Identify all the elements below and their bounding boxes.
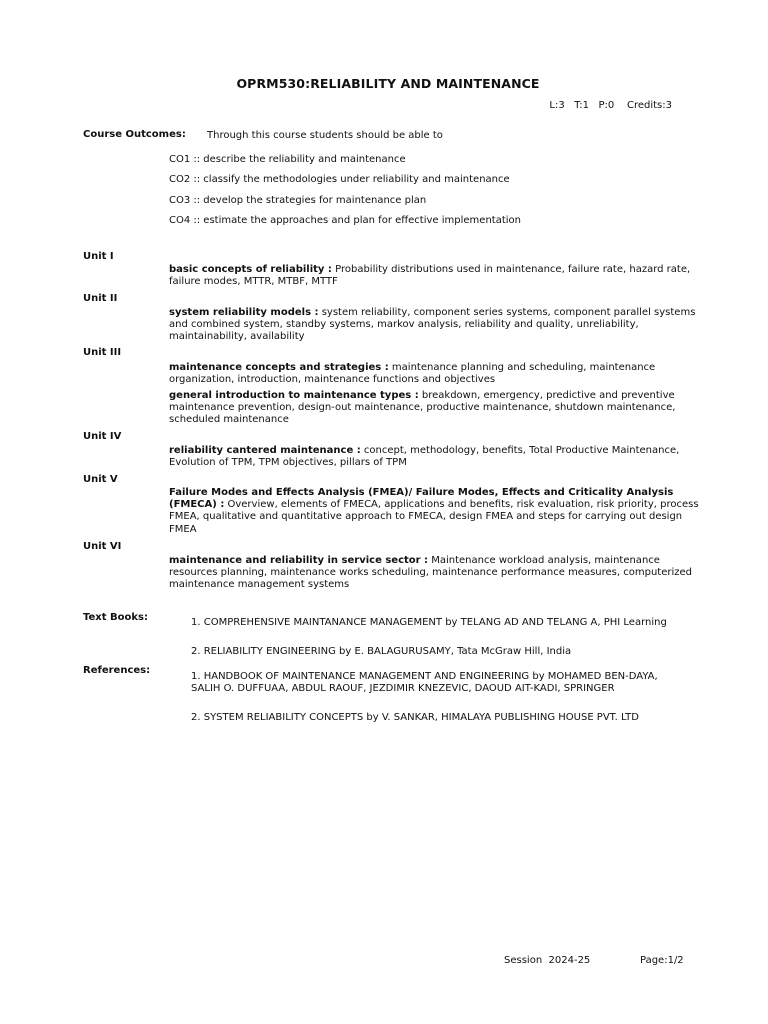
- unit-topic-heading: system reliability models :: [169, 307, 319, 318]
- unit-topic: [169, 487, 709, 536]
- unit-topic-heading: general introduction to maintenance types :: [169, 390, 419, 401]
- course-outcomes-label: Course Outcomes:: [83, 129, 186, 140]
- course-outcome-item: CO2 :: classify the methodologies under reliability and maintenance: [169, 174, 510, 185]
- course-outcome-item: CO1 :: describe the reliability and maintenance: [169, 154, 406, 165]
- unit-topic: [169, 390, 709, 427]
- unit-topic-heading: basic concepts of reliability :: [169, 264, 332, 275]
- unit-topic: [169, 555, 709, 592]
- unit-topic-content: maintenance planning and scheduling, maintenance organization, introduction, maintenance functions and objectives: [169, 362, 656, 386]
- unit-label: Unit I: [83, 251, 114, 262]
- page-number: Page:1/2: [640, 955, 684, 966]
- unit-label: Unit V: [83, 474, 118, 485]
- unit-label: Unit VI: [83, 541, 122, 552]
- reference-item: 1. HANDBOOK OF MAINTENANCE MANAGEMENT AND ENGINEERING by MOHAMED BEN-DAYA, SALIH O. DUFFUAA, ABDUL RAOUF, JEZDIMIR KNEZEVIC, DAOUD AIT-KADI, SPRINGER: [191, 671, 658, 695]
- unit-label: Unit II: [83, 293, 118, 304]
- unit-topic-heading: Failure Modes and Effects Analysis (FMEA)/ Failure Modes, Effects and Criticality Analysis (FMECA) :: [169, 487, 674, 511]
- credits-line: L:3 T:1 P:0 Credits:3: [549, 100, 672, 111]
- unit-topic-content: Overview, elements of FMECA, applications and benefits, risk evaluation, risk priority, process FMEA, qualitative and quantitative approach to FMECA, design FMEA and steps for carrying out design FMEA: [169, 499, 699, 535]
- unit-topic: [169, 445, 709, 469]
- unit-topic: [169, 264, 709, 288]
- text-books-label: Text Books:: [83, 612, 148, 623]
- course-outcomes-intro: Through this course students should be able to: [207, 130, 443, 141]
- unit-topic-content: Maintenance workload analysis, maintenance resources planning, maintenance works scheduling, maintenance performance measures, computerized maintenance management systems: [169, 555, 693, 591]
- reference-item: 2. SYSTEM RELIABILITY CONCEPTS by V. SANKAR, HIMALAYA PUBLISHING HOUSE PVT. LTD: [191, 712, 639, 723]
- text-book-item: 1. COMPREHENSIVE MAINTANANCE MANAGEMENT by TELANG AD AND TELANG A, PHI Learning: [191, 617, 667, 628]
- unit-topic-heading: reliability cantered maintenance :: [169, 445, 361, 456]
- unit-topic: [169, 307, 709, 344]
- course-outcome-item: CO3 :: develop the strategies for maintenance plan: [169, 195, 427, 206]
- unit-label: Unit IV: [83, 431, 122, 442]
- unit-topic: [169, 362, 709, 386]
- unit-topic-content: breakdown, emergency, predictive and preventive maintenance prevention, design-out maintenance, productive maintenance, shutdown maintenance, scheduled maintenance: [169, 390, 676, 426]
- unit-label: Unit III: [83, 347, 122, 358]
- session-label: Session 2024-25: [504, 955, 591, 966]
- unit-topic-heading: maintenance concepts and strategies :: [169, 362, 389, 373]
- unit-topic-heading: maintenance and reliability in service sector :: [169, 555, 429, 566]
- course-outcome-item: CO4 :: estimate the approaches and plan for effective implementation: [169, 215, 521, 226]
- unit-topic-content: concept, methodology, benefits, Total Productive Maintenance, Evolution of TPM, TPM objectives, pillars of TPM: [169, 445, 680, 469]
- unit-topic-content: Probability distributions used in maintenance, failure rate, hazard rate, failure modes, MTTR, MTBF, MTTF: [169, 264, 691, 288]
- unit-topic-content: system reliability, component series systems, component parallel systems and combined system, standby systems, markov analysis, reliability and quality, unreliability, maintainability, availability: [169, 307, 696, 343]
- text-book-item: 2. RELIABILITY ENGINEERING by E. BALAGURUSAMY, Tata McGraw Hill, India: [191, 646, 572, 657]
- references-label: References:: [83, 665, 151, 676]
- page-title: OPRM530:RELIABILITY AND MAINTENANCE: [236, 76, 540, 91]
